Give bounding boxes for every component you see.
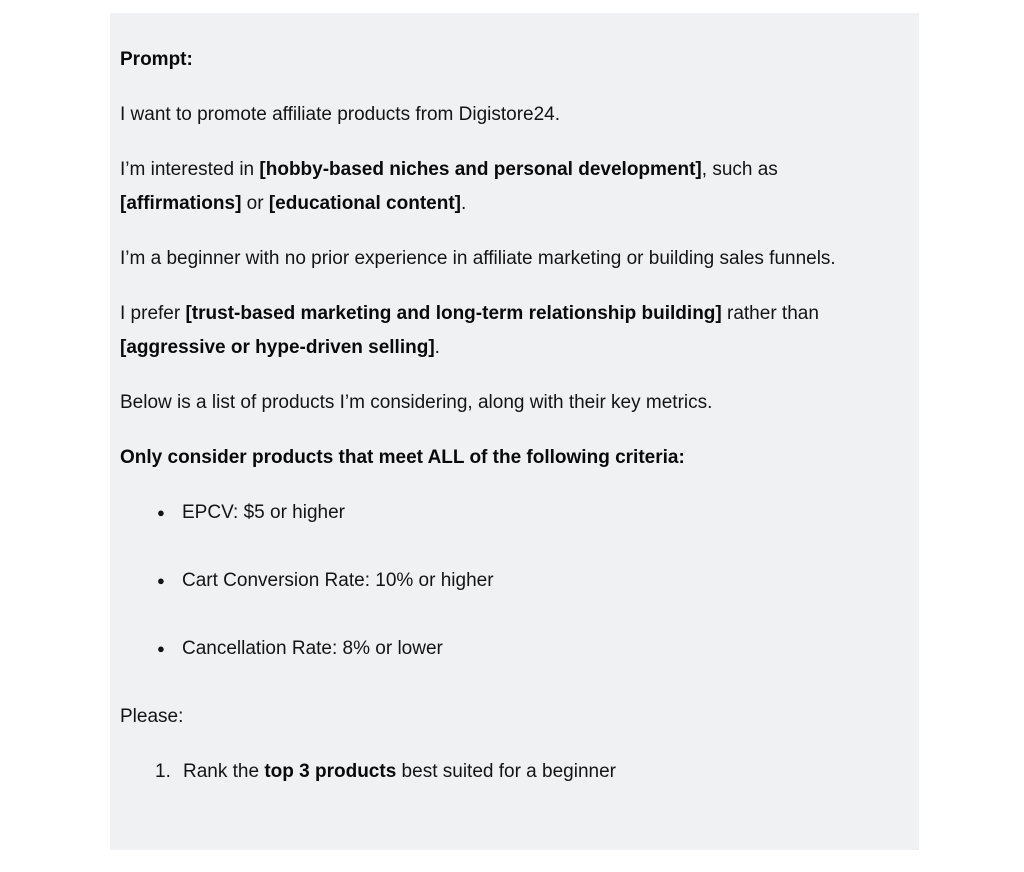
task-item-text <box>183 755 616 789</box>
text-segment: best suited for a beginner <box>396 761 616 782</box>
tasks-list <box>120 755 899 789</box>
text-segment: I prefer <box>120 303 186 324</box>
bold-text-segment: [hobby-based niches and personal development] <box>259 159 702 180</box>
paragraph-line <box>120 297 899 331</box>
criteria-item <box>120 496 899 530</box>
paragraph-line <box>120 386 899 420</box>
paragraph-line <box>120 242 899 276</box>
text-segment: Rank the <box>183 761 265 782</box>
paragraph-line <box>120 153 899 187</box>
paragraph <box>120 242 899 276</box>
criteria-item-text: EPCV: $5 or higher <box>182 502 345 523</box>
criteria-item-text: Cancellation Rate: 8% or lower <box>182 638 443 659</box>
text-segment: , such as <box>701 159 778 180</box>
prompt-heading: Prompt: <box>120 49 193 70</box>
prompt-paragraphs <box>120 98 899 475</box>
criteria-item <box>120 564 899 598</box>
paragraph <box>120 153 899 221</box>
paragraph-line <box>120 441 899 475</box>
text-segment: . <box>434 337 440 358</box>
text-segment: rather than <box>721 303 819 324</box>
prompt-card <box>110 13 919 850</box>
bold-text-segment: [trust-based marketing and long-term relationship building] <box>185 303 722 324</box>
task-number: 1. <box>155 761 171 782</box>
bold-text-segment: [aggressive or hype-driven selling] <box>120 337 435 358</box>
text-segment: I’m a beginner with no prior experience in affiliate marketing or building sales funnels. <box>120 248 836 269</box>
criteria-item <box>120 632 899 666</box>
bullet-icon: ● <box>157 641 165 656</box>
paragraph-line <box>120 98 899 132</box>
text-segment: I want to promote affiliate products from Digistore24. <box>120 104 561 125</box>
text-segment: or <box>241 193 269 214</box>
text-segment: . <box>460 193 467 214</box>
paragraph <box>120 297 899 365</box>
paragraph <box>120 98 899 132</box>
bullet-icon: ● <box>157 573 165 588</box>
bold-text-segment: [affirmations] <box>120 193 242 214</box>
paragraph <box>120 386 899 420</box>
task-item <box>120 755 899 789</box>
bold-text-segment: Only consider products that meet ALL of the following criteria: <box>120 447 685 468</box>
text-segment: I’m interested in <box>120 159 260 180</box>
bold-text-segment: top 3 products <box>264 761 397 782</box>
criteria-item-text: Cart Conversion Rate: 10% or higher <box>182 570 494 591</box>
bullet-icon: ● <box>157 505 165 520</box>
paragraph-line <box>120 331 899 365</box>
bold-text-segment: [educational content] <box>268 193 461 214</box>
paragraph <box>120 441 899 475</box>
please-label: Please: <box>120 706 184 727</box>
criteria-list <box>120 496 899 666</box>
paragraph-line <box>120 187 899 221</box>
text-segment: Below is a list of products I’m considering, along with their key metrics. <box>120 392 713 413</box>
